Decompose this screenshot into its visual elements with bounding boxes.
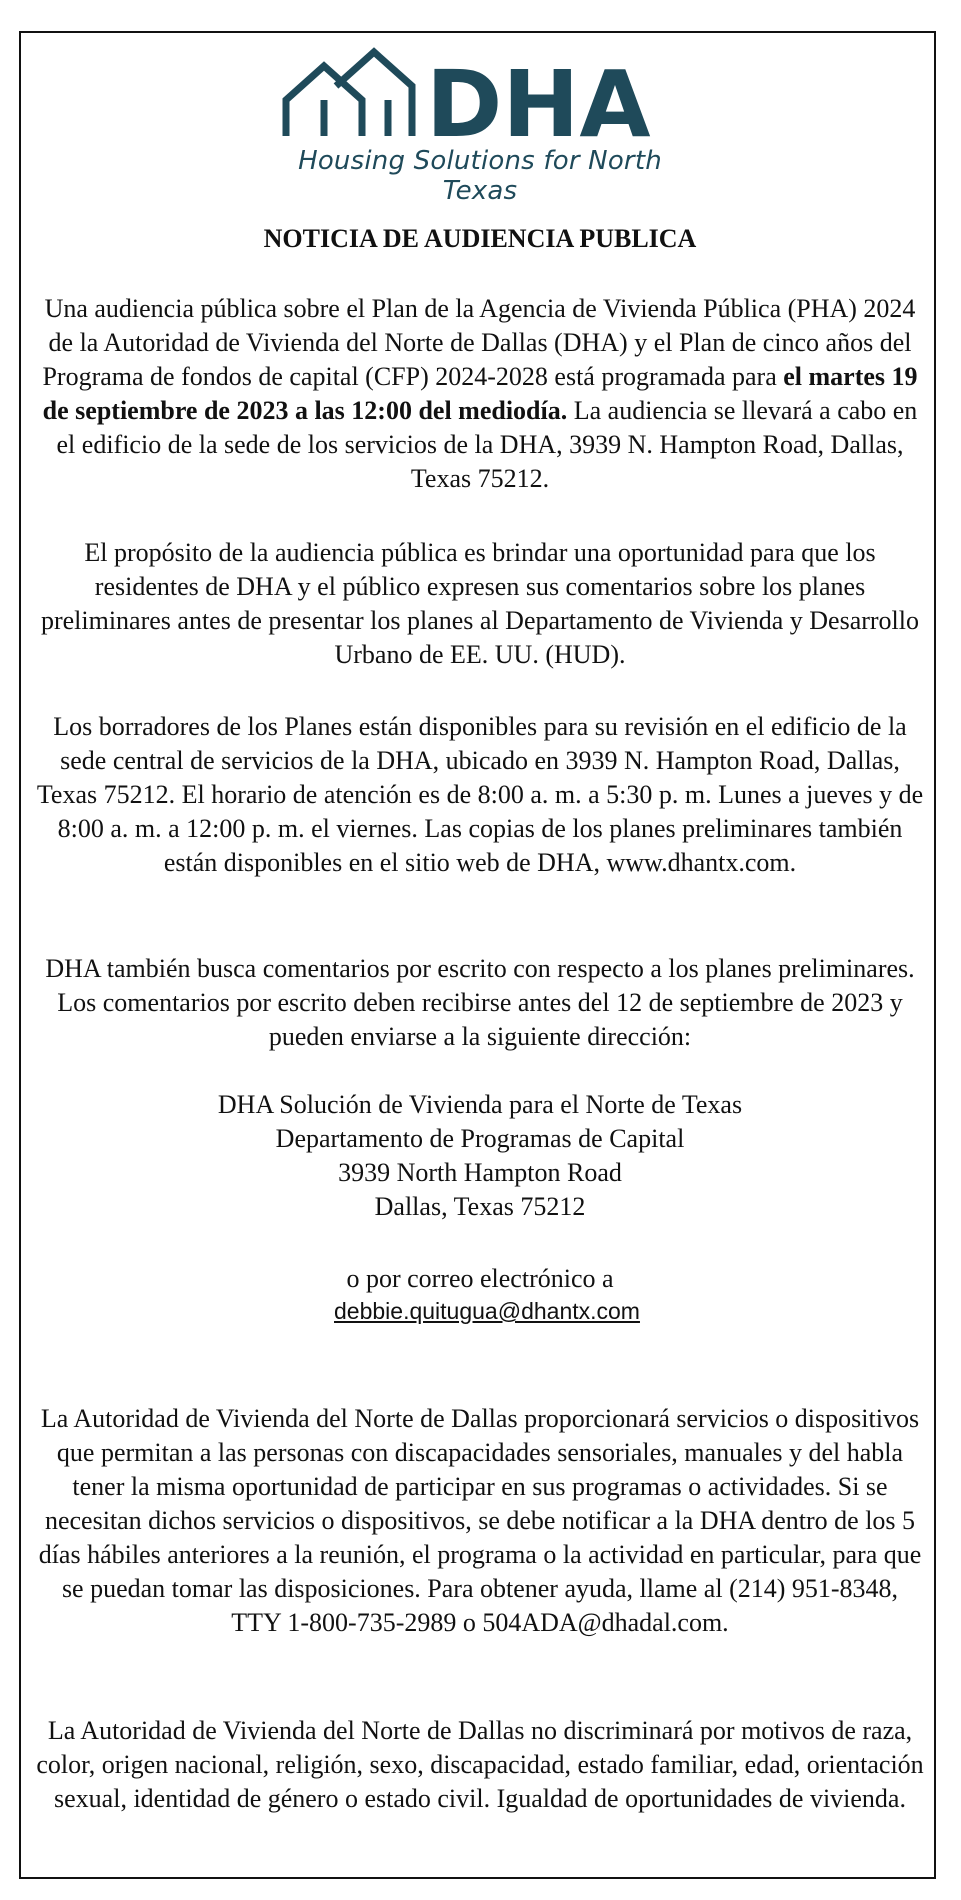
address-line: Dallas, Texas 75212 bbox=[374, 1192, 586, 1221]
mailing-address bbox=[36, 1088, 924, 1224]
p1-text-before: Una audiencia pública sobre el Plan de la Agencia de Vivienda Pública (PHA) 2024 de la Autoridad de Vivienda del Norte de Dallas (DHA) y el Plan de cinco años del Programa de fondos de capital (CFP) 2024-2028 está programada para bbox=[42, 294, 916, 391]
paragraph-purpose: El propósito de la audiencia pública es brindar una oportunidad para que los residentes de DHA y el público expresen sus comentarios sobre los planes preliminares antes de presentar los planes al Departamento de Vivienda y Desarrollo Urbano de EE. UU. (HUD). bbox=[40, 538, 920, 669]
email-line bbox=[36, 1296, 924, 1326]
paragraph-hearing-date bbox=[36, 292, 924, 496]
logo-text: DHA bbox=[426, 51, 651, 150]
notice-title: NOTICIA DE AUDIENCIA PUBLICA bbox=[263, 224, 697, 253]
email-link[interactable]: debbie.quitugua@dhantx.com bbox=[334, 1298, 640, 1324]
p1-date-bold: el martes 19 de septiembre de 2023 a las 12:00 del mediodía. bbox=[42, 362, 918, 425]
paragraph-drafts-availability: Los borradores de los Planes están disponibles para su revisión en el edificio de la sede central de servicios de la DHA, ubicado en 3939 N. Hampton Road, Dallas, Texas 75212. El horario de atención es de 8:00 a. m. a 5:30 p. m. Lunes a jueves y de 8:00 a. m. a 12:00 p. m. el viernes. Las copias de los planes preliminares también están disponibles en el sitio web de DHA, www.dhantx.com. bbox=[36, 712, 924, 877]
paragraph-nondiscrimination: La Autoridad de Vivienda del Norte de Dallas no discriminará por motivos de raza, color, origen nacional, religión, sexo, discapacidad, estado familiar, edad, orientación sexual, identidad de género o estado civil. Igualdad de oportunidades de vivienda. bbox=[36, 1716, 924, 1813]
paragraph-accessibility: La Autoridad de Vivienda del Norte de Dallas proporcionará servicios o dispositivos que permitan a las personas con discapacidades sensoriales, manuales y del habla tener la misma oportunidad de participar en sus programas o actividades. Si se necesitan dichos servicios o dispositivos, se debe notificar a la DHA dentro de los 5 días hábiles anteriores a la reunión, el programa o la actividad en particular, para que se puedan tomar las disposiciones. Para obtener ayuda, llame al (214) 951-8348, TTY 1-800-735-2989 o 504ADA@dhadal.com. bbox=[38, 1404, 922, 1637]
address-line: DHA Solución de Vivienda para el Norte de Texas bbox=[217, 1090, 743, 1119]
house-roofs-icon bbox=[278, 40, 678, 150]
paragraph-written-comments: DHA también busca comentarios por escrito con respecto a los planes preliminares. Los comentarios por escrito deben recibirse antes del 12 de septiembre de 2023 y pueden enviarse a la siguiente dirección: bbox=[45, 954, 915, 1051]
p1-text-after: La audiencia se llevará a cabo en el edificio de la sede de los servicios de la DHA, 3939 N. Hampton Road, Dallas, Texas 75212. bbox=[56, 396, 918, 493]
tagline: Housing Solutions for North Texas bbox=[298, 146, 662, 206]
email-intro: o por correo electrónico a bbox=[346, 1264, 614, 1293]
address-line: Departamento de Programas de Capital bbox=[275, 1124, 685, 1153]
address-line: 3939 North Hampton Road bbox=[338, 1158, 622, 1187]
